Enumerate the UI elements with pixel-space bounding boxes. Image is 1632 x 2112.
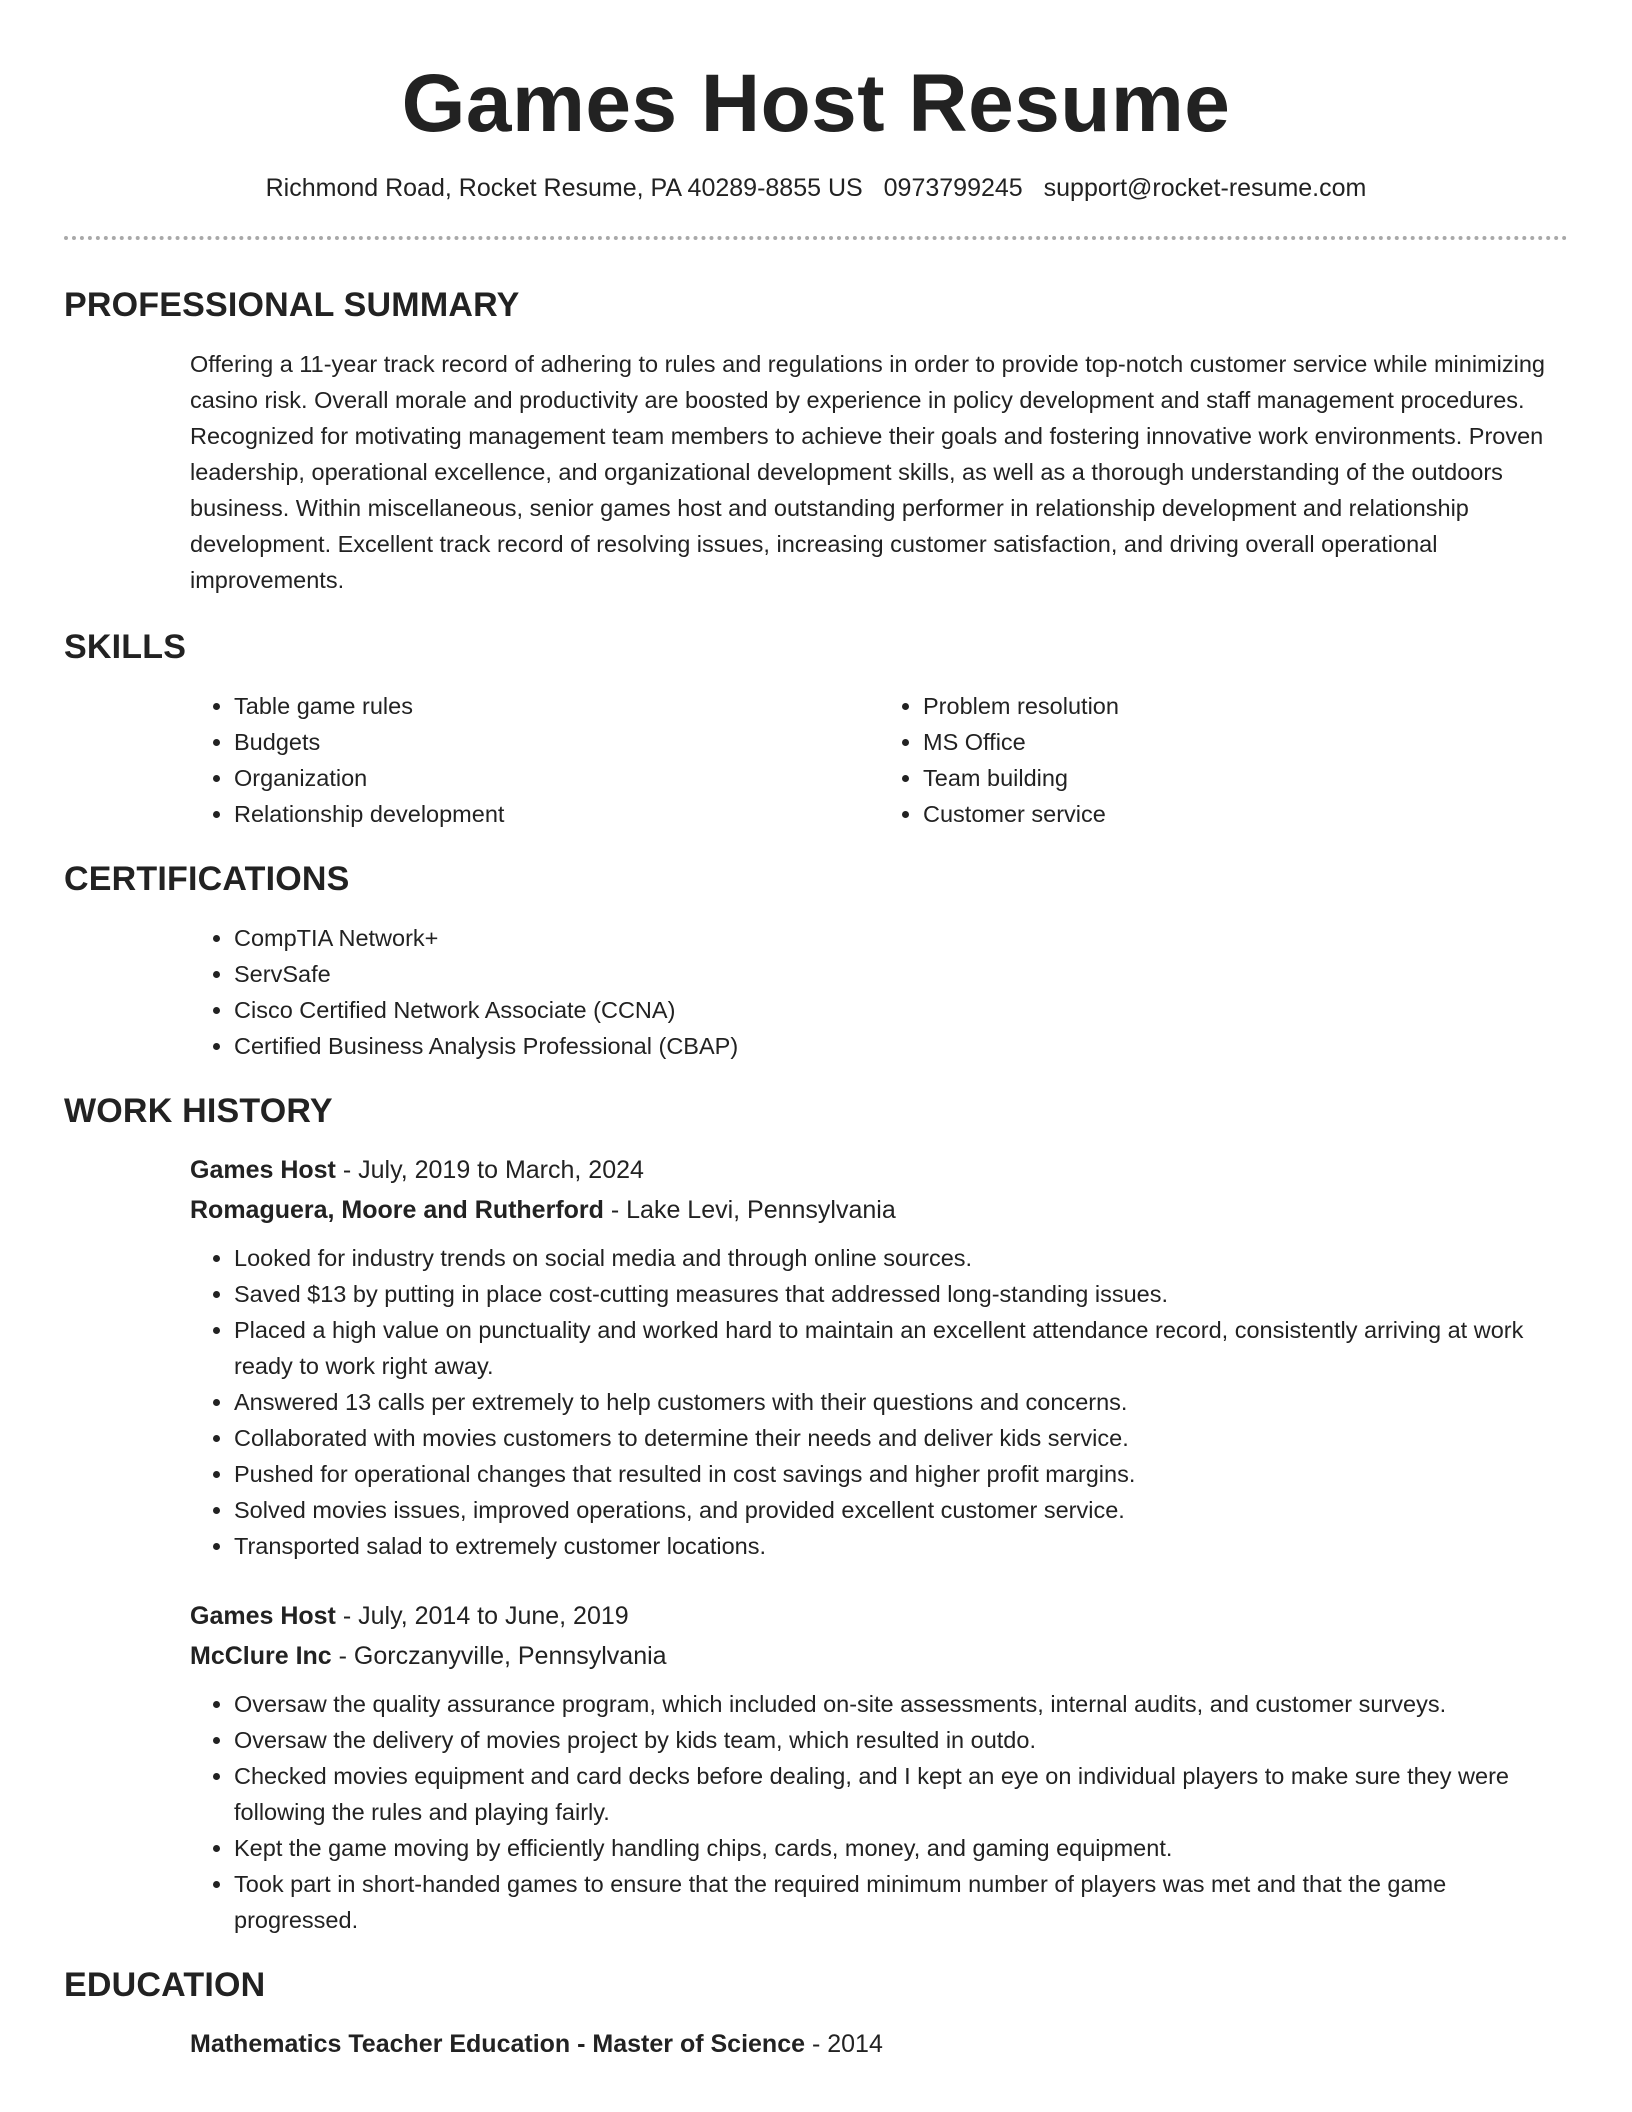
education-heading: EDUCATION xyxy=(64,1966,266,2004)
skill-item: • Relationship development xyxy=(234,796,879,832)
job-bullet: • Saved $13 by putting in place cost-cutting measures that addressed long-standing issues. xyxy=(234,1276,1568,1312)
resume-page xyxy=(64,0,1568,2064)
skills-list-right xyxy=(879,688,1568,832)
skills-heading: SKILLS xyxy=(64,628,187,666)
job-dates: - July, 2019 to March, 2024 xyxy=(335,1156,644,1184)
resume-title: Games Host Resume xyxy=(401,58,1231,149)
job-company-line xyxy=(190,1190,1568,1230)
job-company: Romaguera, Moore and Rutherford xyxy=(190,1196,604,1224)
job-entry xyxy=(190,1150,1568,1564)
summary-text: Offering a 11-year track record of adhering to rules and regulations in order to provide top-notch customer service while minimizing casino risk. Overall morale and productivity are boosted by experience in policy development and staff management procedures. Recognized for motivating management team members to achieve their goals and fostering innovative work environments. Proven leadership, operational excellence, and organizational development skills, as well as a thorough understanding of the outdoors business. Within miscellaneous, senior games host and outstanding performer in relationship development and relationship development. Excellent track record of resolving issues, increasing customer satisfaction, and driving overall operational improvements. xyxy=(190,351,1545,593)
certification-item: • ServSafe xyxy=(234,956,1568,992)
job-bullets xyxy=(190,1240,1568,1564)
skill-item: • MS Office xyxy=(923,724,1568,760)
job-bullet: • Oversaw the delivery of movies project by kids team, which resulted in outdo. xyxy=(234,1722,1568,1758)
job-bullet: • Solved movies issues, improved operations, and provided excellent customer service. xyxy=(234,1492,1568,1528)
skill-item: • Table game rules xyxy=(234,688,879,724)
job-title: Games Host xyxy=(190,1156,336,1184)
job-title: Games Host xyxy=(190,1602,336,1630)
skills-grid xyxy=(190,688,1568,832)
certification-item: • Cisco Certified Network Associate (CCNA) xyxy=(234,992,1568,1028)
certification-item: • CompTIA Network+ xyxy=(234,920,1568,956)
header-divider xyxy=(64,236,1568,240)
education-section xyxy=(64,1964,1568,2064)
education-degree: Mathematics Teacher Education - Master of Science xyxy=(190,2030,806,2058)
job-bullet: • Transported salad to extremely customer locations. xyxy=(234,1528,1568,1564)
job-entry xyxy=(190,1596,1568,1938)
job-bullet: • Pushed for operational changes that resulted in cost savings and higher profit margins. xyxy=(234,1456,1568,1492)
summary-heading: PROFESSIONAL SUMMARY xyxy=(64,286,520,324)
skill-item: • Customer service xyxy=(923,796,1568,832)
job-location: - Gorczanyville, Pennsylvania xyxy=(331,1642,667,1670)
job-title-line xyxy=(190,1596,1568,1636)
job-bullet: • Checked movies equipment and card decks before dealing, and I kept an eye on individual players to make sure they were following the rules and playing fairly. xyxy=(234,1758,1568,1830)
contact-line xyxy=(64,172,1568,204)
contact-phone: 0973799245 xyxy=(883,174,1023,202)
summary-content xyxy=(190,346,1568,598)
work-history-heading: WORK HISTORY xyxy=(64,1092,333,1130)
contact-email[interactable]: support@rocket-resume.com xyxy=(1043,174,1367,202)
job-bullet: • Kept the game moving by efficiently handling chips, cards, money, and gaming equipment. xyxy=(234,1830,1568,1866)
job-bullet: • Looked for industry trends on social media and through online sources. xyxy=(234,1240,1568,1276)
certifications-heading: CERTIFICATIONS xyxy=(64,860,350,898)
job-company: McClure Inc xyxy=(190,1642,332,1670)
work-history-section xyxy=(64,1090,1568,1938)
contact-address: Richmond Road, Rocket Resume, PA 40289-8855 US xyxy=(265,174,863,202)
certifications-section xyxy=(64,858,1568,1064)
skills-list-left xyxy=(190,688,879,832)
certifications-content xyxy=(190,920,1568,1064)
certifications-list xyxy=(190,920,1568,1064)
job-bullet: • Placed a high value on punctuality and worked hard to maintain an excellent attendance record, consistently arriving at work ready to work right away. xyxy=(234,1312,1568,1384)
certification-item: • Certified Business Analysis Professional (CBAP) xyxy=(234,1028,1568,1064)
job-company-line xyxy=(190,1636,1568,1676)
job-location: - Lake Levi, Pennsylvania xyxy=(603,1196,896,1224)
education-line xyxy=(190,2024,1568,2064)
summary-section xyxy=(64,284,1568,598)
job-bullet: • Collaborated with movies customers to determine their needs and deliver kids service. xyxy=(234,1420,1568,1456)
skill-item: • Budgets xyxy=(234,724,879,760)
job-bullets xyxy=(190,1686,1568,1938)
job-bullet: • Answered 13 calls per extremely to help customers with their questions and concerns. xyxy=(234,1384,1568,1420)
skill-item: • Team building xyxy=(923,760,1568,796)
job-bullet: • Took part in short-handed games to ensure that the required minimum number of players was met and that the game progressed. xyxy=(234,1866,1568,1938)
skills-section xyxy=(64,626,1568,832)
job-bullet: • Oversaw the quality assurance program, which included on-site assessments, internal audits, and customer surveys. xyxy=(234,1686,1568,1722)
job-dates: - July, 2014 to June, 2019 xyxy=(335,1602,629,1630)
education-content xyxy=(190,2024,1568,2064)
skill-item: • Problem resolution xyxy=(923,688,1568,724)
skill-item: • Organization xyxy=(234,760,879,796)
education-year: - 2014 xyxy=(805,2030,883,2058)
job-title-line xyxy=(190,1150,1568,1190)
